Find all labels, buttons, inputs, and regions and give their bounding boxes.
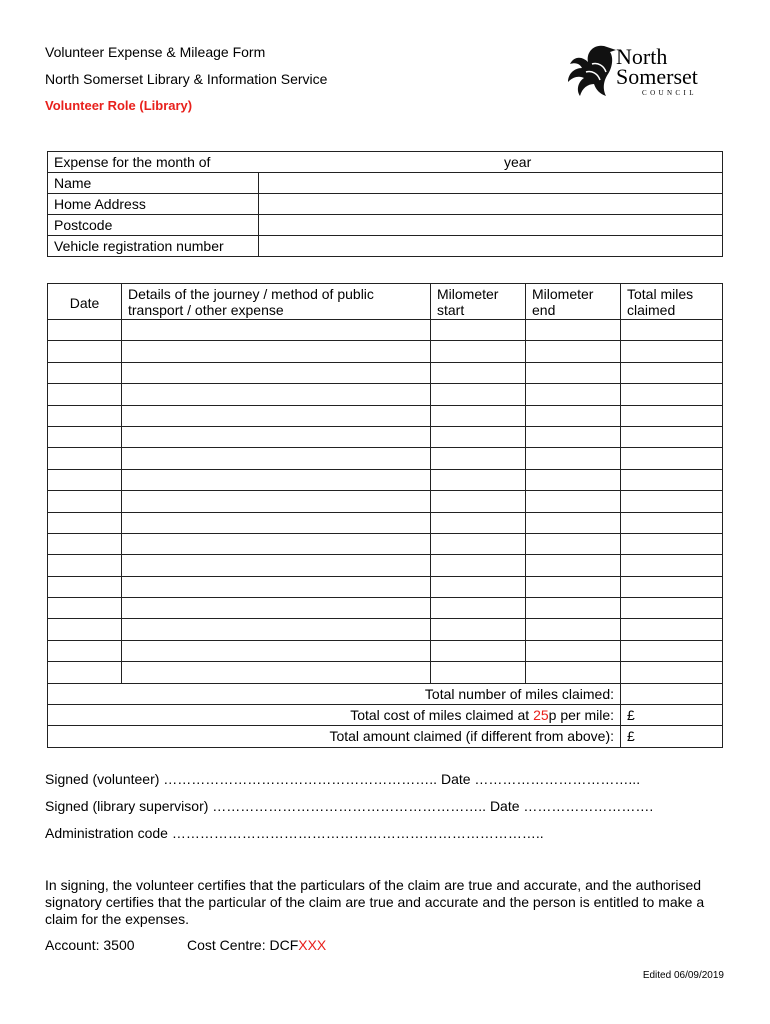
details-cell[interactable] <box>122 384 431 405</box>
journey-row <box>48 640 723 661</box>
logo-text-north: North <box>616 44 668 69</box>
claimant-details-table <box>47 151 723 257</box>
details-cell[interactable] <box>122 555 431 576</box>
col-header-date: Date <box>48 284 122 320</box>
details-cell[interactable] <box>122 320 431 341</box>
details-cell[interactable] <box>122 491 431 512</box>
date-cell[interactable] <box>48 512 122 533</box>
details-cell[interactable] <box>122 619 431 640</box>
col-header-total-miles: Total miles claimed <box>621 284 723 320</box>
journey-row <box>48 320 723 341</box>
date-cell[interactable] <box>48 555 122 576</box>
journey-row <box>48 405 723 426</box>
milometer-start-cell[interactable] <box>431 320 526 341</box>
total-cost-text-pre: Total cost of miles claimed at <box>350 707 534 724</box>
journey-row <box>48 491 723 512</box>
details-cell[interactable] <box>122 469 431 490</box>
details-cell[interactable] <box>122 426 431 447</box>
miles-claimed-cell[interactable] <box>621 491 723 512</box>
milometer-end-cell[interactable] <box>526 491 621 512</box>
details-cell[interactable] <box>122 448 431 469</box>
milometer-end-cell[interactable] <box>526 662 621 683</box>
miles-claimed-cell[interactable] <box>621 662 723 683</box>
date-cell[interactable] <box>48 341 122 362</box>
date-cell[interactable] <box>48 619 122 640</box>
milometer-end-cell[interactable] <box>526 405 621 426</box>
journey-row <box>48 512 723 533</box>
vehicle-field[interactable] <box>259 236 723 257</box>
date-cell[interactable] <box>48 405 122 426</box>
journey-row <box>48 576 723 597</box>
milometer-end-cell[interactable] <box>526 512 621 533</box>
date-cell[interactable] <box>48 576 122 597</box>
logo-text-council: COUNCIL <box>642 89 697 97</box>
total-amount-label: Total amount claimed (if different from above): <box>48 726 621 747</box>
miles-claimed-cell[interactable] <box>621 362 723 383</box>
miles-claimed-cell[interactable] <box>621 640 723 661</box>
milometer-end-cell[interactable] <box>526 426 621 447</box>
miles-claimed-cell[interactable] <box>621 469 723 490</box>
milometer-start-cell[interactable] <box>431 512 526 533</box>
mileage-rate: 25 <box>533 707 549 724</box>
service-name: North Somerset Library & Information Service <box>45 71 328 87</box>
journey-row <box>48 448 723 469</box>
total-cost-label <box>48 705 621 726</box>
journey-row <box>48 533 723 554</box>
miles-claimed-cell[interactable] <box>621 533 723 554</box>
milometer-end-cell[interactable] <box>526 619 621 640</box>
milometer-end-cell[interactable] <box>526 320 621 341</box>
journey-row <box>48 598 723 619</box>
cost-centre-code: XXX <box>298 937 327 953</box>
milometer-end-cell[interactable] <box>526 555 621 576</box>
miles-claimed-cell[interactable] <box>621 512 723 533</box>
details-cell[interactable] <box>122 512 431 533</box>
details-cell[interactable] <box>122 662 431 683</box>
total-cost-text-post: p per mile: <box>548 707 614 724</box>
total-amount-field[interactable] <box>621 726 723 747</box>
signed-volunteer-line[interactable]: Signed (volunteer) ………………………………………………….. Date ……………………………... <box>45 771 641 787</box>
milometer-end-cell[interactable] <box>526 384 621 405</box>
milometer-start-cell[interactable] <box>431 640 526 661</box>
milometer-start-cell[interactable] <box>431 491 526 512</box>
milometer-end-cell[interactable] <box>526 448 621 469</box>
miles-claimed-cell[interactable] <box>621 405 723 426</box>
date-cell[interactable] <box>48 448 122 469</box>
date-cell[interactable] <box>48 491 122 512</box>
journey-row <box>48 619 723 640</box>
journey-table <box>47 283 723 748</box>
date-cell[interactable] <box>48 598 122 619</box>
col-header-details: Details of the journey / method of public transport / other expense <box>122 284 431 320</box>
expense-month-label: Expense for the month of <box>54 154 211 170</box>
total-miles-label: Total number of miles claimed: <box>48 683 621 704</box>
miles-claimed-cell[interactable] <box>621 384 723 405</box>
miles-claimed-cell[interactable] <box>621 448 723 469</box>
journey-row <box>48 362 723 383</box>
form-title: Volunteer Expense & Mileage Form <box>45 44 266 60</box>
details-cell[interactable] <box>122 576 431 597</box>
date-cell[interactable] <box>48 640 122 661</box>
year-label: year <box>504 154 532 170</box>
milometer-start-cell[interactable] <box>431 405 526 426</box>
admin-code-line[interactable]: Administration code …………………………………………………………………….. <box>45 825 544 841</box>
address-field[interactable] <box>259 194 723 215</box>
total-cost-field[interactable] <box>621 705 723 726</box>
journey-row <box>48 384 723 405</box>
details-cell[interactable] <box>122 405 431 426</box>
milometer-end-cell[interactable] <box>526 469 621 490</box>
journey-row <box>48 555 723 576</box>
address-label: Home Address <box>48 194 259 215</box>
journey-row <box>48 662 723 683</box>
journey-row <box>48 341 723 362</box>
date-cell[interactable] <box>48 662 122 683</box>
milometer-start-cell[interactable] <box>431 469 526 490</box>
milometer-start-cell[interactable] <box>431 426 526 447</box>
name-field[interactable] <box>259 173 723 194</box>
certification-text: In signing, the volunteer certifies that the particulars of the claim are true and accurate, and the authorised signatory certifies that the particular of the claim are true and accurate and the person is entitled to make a claim for the expenses. <box>45 877 705 927</box>
milometer-start-cell[interactable] <box>431 341 526 362</box>
milometer-start-cell[interactable] <box>431 362 526 383</box>
details-cell[interactable] <box>122 341 431 362</box>
date-cell[interactable] <box>48 362 122 383</box>
expense-month-cell[interactable] <box>48 152 723 173</box>
name-label: Name <box>48 173 259 194</box>
milometer-start-cell[interactable] <box>431 384 526 405</box>
miles-claimed-cell[interactable] <box>621 555 723 576</box>
account-code: Account: 3500 <box>45 937 135 953</box>
cost-centre <box>187 937 326 953</box>
milometer-end-cell[interactable] <box>526 341 621 362</box>
milometer-start-cell[interactable] <box>431 619 526 640</box>
miles-claimed-cell[interactable] <box>621 426 723 447</box>
journey-row <box>48 469 723 490</box>
miles-claimed-cell[interactable] <box>621 576 723 597</box>
details-cell[interactable] <box>122 362 431 383</box>
milometer-end-cell[interactable] <box>526 362 621 383</box>
miles-claimed-cell[interactable] <box>621 341 723 362</box>
currency-symbol: £ <box>627 728 635 745</box>
journey-row <box>48 426 723 447</box>
milometer-end-cell[interactable] <box>526 576 621 597</box>
milometer-start-cell[interactable] <box>431 576 526 597</box>
postcode-label: Postcode <box>48 215 259 236</box>
cost-centre-label: Cost Centre: DCF <box>187 937 299 953</box>
milometer-end-cell[interactable] <box>526 533 621 554</box>
total-miles-field[interactable] <box>621 683 723 704</box>
col-header-milometer-start: Milometer start <box>431 284 526 320</box>
council-logo <box>564 42 734 102</box>
miles-claimed-cell[interactable] <box>621 598 723 619</box>
signed-supervisor-line[interactable]: Signed (library supervisor) ………………………………………………….. Date ………………………. <box>45 798 654 814</box>
edited-date: Edited 06/09/2019 <box>642 970 724 981</box>
miles-claimed-cell[interactable] <box>621 320 723 341</box>
col-header-milometer-end: Milometer end <box>526 284 621 320</box>
milometer-start-cell[interactable] <box>431 533 526 554</box>
details-cell[interactable] <box>122 640 431 661</box>
milometer-end-cell[interactable] <box>526 598 621 619</box>
postcode-field[interactable] <box>259 215 723 236</box>
details-cell[interactable] <box>122 598 431 619</box>
milometer-start-cell[interactable] <box>431 555 526 576</box>
vehicle-label: Vehicle registration number <box>48 236 259 257</box>
date-cell[interactable] <box>48 384 122 405</box>
date-cell[interactable] <box>48 533 122 554</box>
milometer-end-cell[interactable] <box>526 640 621 661</box>
date-cell[interactable] <box>48 426 122 447</box>
volunteer-role: Volunteer Role (Library) <box>45 98 193 113</box>
miles-claimed-cell[interactable] <box>621 619 723 640</box>
details-cell[interactable] <box>122 533 431 554</box>
milometer-start-cell[interactable] <box>431 448 526 469</box>
milometer-start-cell[interactable] <box>431 598 526 619</box>
bird-emblem-icon <box>564 42 616 100</box>
date-cell[interactable] <box>48 320 122 341</box>
logo-text-somerset: Somerset <box>616 64 698 89</box>
date-cell[interactable] <box>48 469 122 490</box>
milometer-start-cell[interactable] <box>431 662 526 683</box>
currency-symbol: £ <box>627 707 635 724</box>
